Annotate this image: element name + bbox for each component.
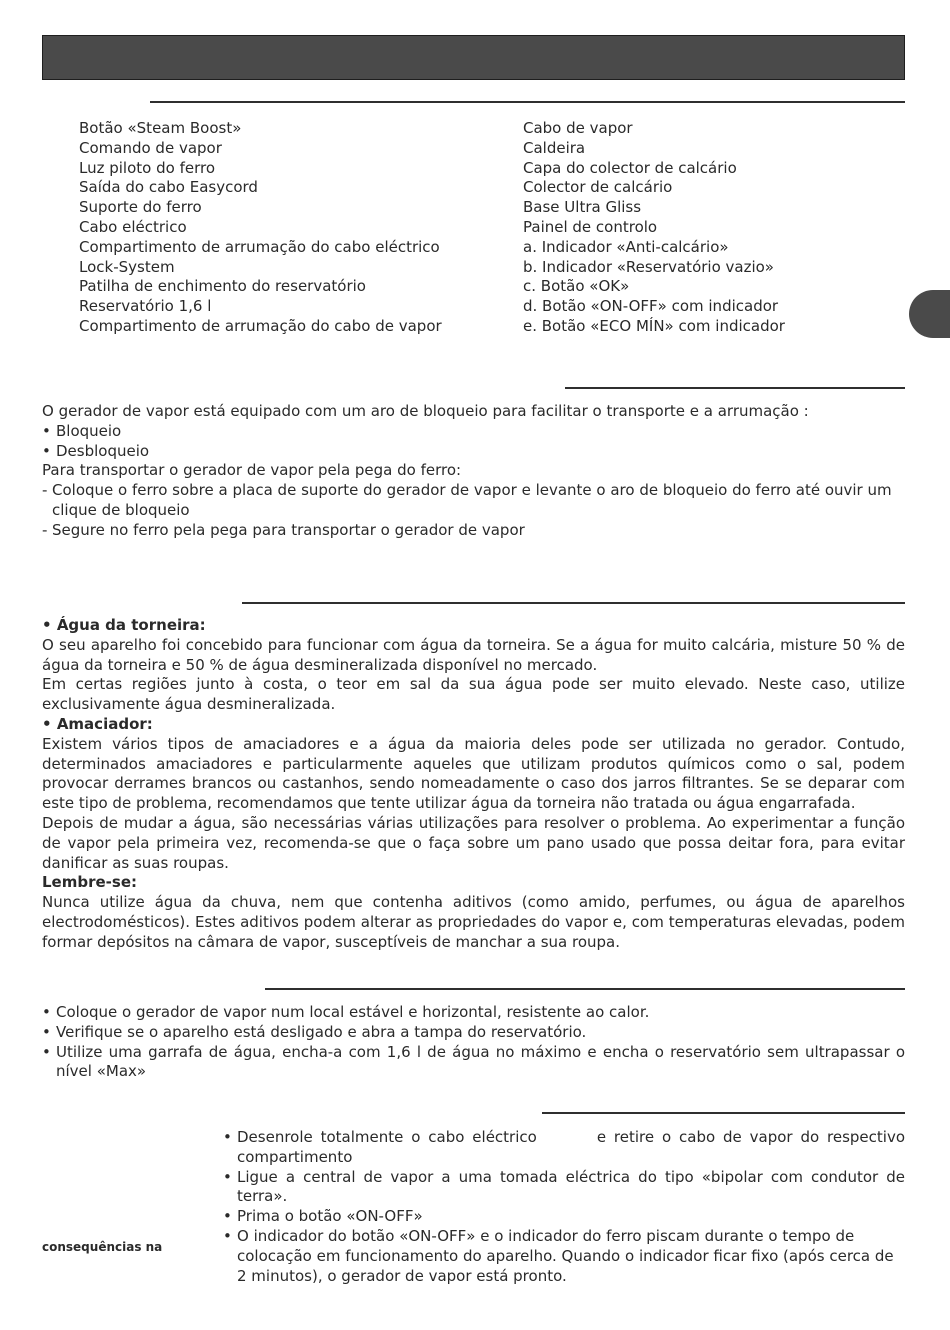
part-item: Luz piloto do ferro: [79, 158, 215, 177]
language-tab: [909, 290, 950, 338]
transport-step: - Coloque o ferro sobre a placa de suporte do gerador de vapor e levante o aro de bloqueio do ferro até ouvir um clique de bloqueio: [42, 481, 892, 519]
transport-step: - Segure no ferro pela pega para transportar o gerador de vapor: [42, 520, 525, 539]
startup-step: • Ligue a central de vapor a uma tomada eléctrica do tipo «bipolar com condutor de terra».: [223, 1167, 905, 1206]
water-section: [42, 616, 905, 953]
fill-step: • Utilize uma garrafa de água, encha-a com 1,6 l de água no máximo e encha o reservatório sem ultrapassar o nível «Max»: [42, 1042, 905, 1081]
section-rule-lock: [565, 387, 905, 389]
section-rule-water: [242, 602, 905, 604]
lock-intro: O gerador de vapor está equipado com um aro de bloqueio para facilitar o transporte e a arrumação :: [42, 402, 809, 420]
part-item: Saída do cabo Easycord: [79, 178, 258, 197]
softener-text-2: Depois de mudar a água, são necessárias várias utilizações para resolver o problema. Ao experimentar a função de vapor pela primeira vez, recomenda-se que o faça sobre um pano usado que possa deitar fora, para evitar danificar as suas roupas.: [42, 813, 905, 872]
part-item: Colector de calcário: [523, 178, 673, 197]
remember-heading: Lembre-se:: [42, 873, 137, 892]
section-rule-fill: [265, 988, 905, 990]
startup-step: • Desenrole totalmente o cabo eléctrico e retire o cabo de vapor do respectivo compartimento: [223, 1128, 905, 1166]
startup-section: [223, 1128, 905, 1286]
part-item: Base Ultra Gliss: [523, 198, 642, 217]
part-item: c. Botão «OK»: [523, 277, 630, 296]
fill-section: [42, 1003, 905, 1082]
part-item: Comando de vapor: [79, 138, 222, 157]
part-item: Caldeira: [523, 138, 586, 157]
part-item: Lock-System: [79, 257, 175, 276]
part-item: Patilha de enchimento do reservatório: [79, 277, 366, 296]
coastal-text: Em certas regiões junto à costa, o teor em sal da sua água pode ser muito elevado. Neste caso, utilize exclusivamente água desmineralizada.: [42, 675, 905, 714]
part-item: Capa do colector de calcário: [523, 158, 737, 177]
tap-water-heading: • Água da torneira:: [42, 616, 206, 634]
softener-text: Existem vários tipos de amaciadores e a água da maioria deles pode ser utilizada no gerador. Contudo, determinados amaciadores e particularmente aqueles que utilizam produtos químicos como o sal, podem provocar derrames brancos ou castanhos, sendo nomeadamente o caso dos jarros filtrantes. Se se deparar com este tipo de problema, recomendamos que tente utilizar água da torneira não tratada ou água engarrafada.: [42, 734, 905, 813]
transport-intro: Para transportar o gerador de vapor pela pega do ferro:: [42, 461, 462, 480]
lock-section: [42, 402, 905, 541]
side-note: consequências na: [42, 1240, 163, 1254]
part-item: b. Indicador «Reservatório vazio»: [523, 257, 774, 276]
part-item: Reservatório 1,6 l: [79, 297, 212, 316]
part-item: Cabo de vapor: [523, 119, 633, 137]
section-rule-parts: [150, 101, 905, 103]
part-item: Compartimento de arrumação do cabo eléctrico: [79, 237, 440, 256]
softener-heading: • Amaciador:: [42, 714, 153, 733]
fill-step: • Coloque o gerador de vapor num local estável e horizontal, resistente ao calor.: [42, 1003, 650, 1021]
bullet-lock: • Bloqueio: [42, 421, 122, 440]
parts-list-left: [79, 119, 442, 337]
parts-list-right: [523, 119, 785, 337]
startup-step: • O indicador do botão «ON-OFF» e o indicador do ferro piscam durante o tempo de colocação em funcionamento do aparelho. Quando o indicador ficar fixo (após cerca de 2 minutos), o gerador de vapor está pronto.: [223, 1226, 894, 1285]
startup-step: • Prima o botão «ON-OFF»: [223, 1207, 423, 1226]
part-item: e. Botão «ECO MÍN» com indicador: [523, 316, 785, 335]
part-item: d. Botão «ON-OFF» com indicador: [523, 297, 779, 316]
part-item: Suporte do ferro: [79, 198, 202, 217]
part-item: Botão «Steam Boost»: [79, 119, 242, 137]
section-rule-startup: [542, 1112, 905, 1114]
part-item: Cabo eléctrico: [79, 217, 187, 236]
remember-text: Nunca utilize água da chuva, nem que contenha aditivos (como amido, perfumes, ou água de aparelhos electrodomésticos). Estes aditivos podem alterar as propriedades do vapor e, com temperaturas elevadas, podem formar depósitos na câmara de vapor, susceptíveis de manchar a sua roupa.: [42, 893, 905, 951]
header-bar: [42, 35, 905, 80]
fill-step: • Verifique se o aparelho está desligado e abra a tampa do reservatório.: [42, 1022, 587, 1041]
bullet-unlock: • Desbloqueio: [42, 441, 150, 460]
part-item: a. Indicador «Anti-calcário»: [523, 237, 729, 256]
part-item: Compartimento de arrumação do cabo de vapor: [79, 316, 442, 335]
part-item: Painel de controlo: [523, 217, 658, 236]
tap-water-text: O seu aparelho foi concebido para funcionar com água da torneira. Se a água for muito calcária, misture 50 % de água da torneira e 50 % de água desmineralizada disponível no mercado.: [42, 635, 905, 674]
